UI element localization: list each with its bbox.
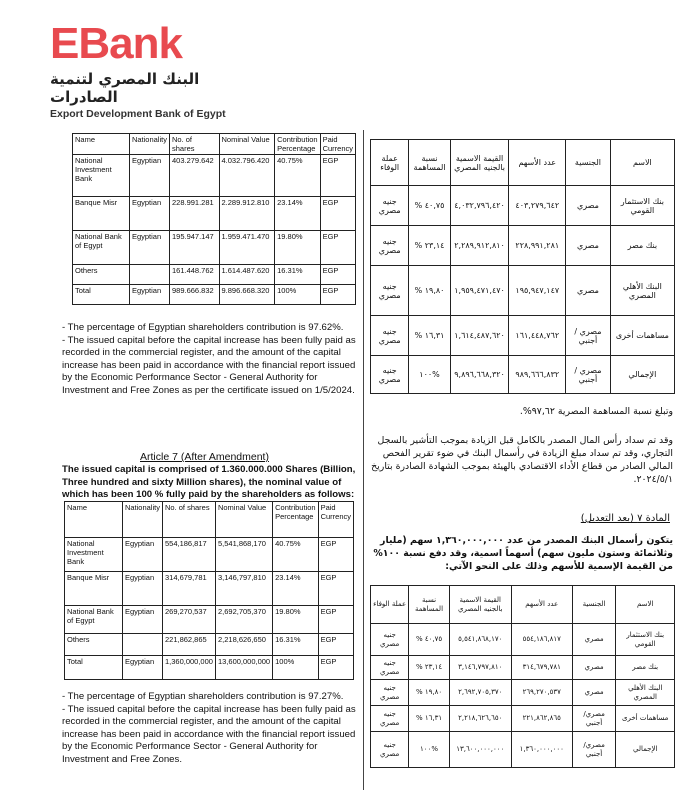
table-cell: National Investment Bank xyxy=(65,538,123,572)
header-cell: Paid Currency xyxy=(320,134,355,155)
table-cell: بنك الاستثمار القومي xyxy=(610,186,674,226)
table-cell: Banque Misr xyxy=(73,197,130,231)
header-cell: Nationality xyxy=(122,502,162,538)
table-cell: Egyptian xyxy=(122,572,162,606)
header-cell: Nominal Value xyxy=(219,134,275,155)
header-cell: نسبة المساهمة xyxy=(409,586,449,624)
arabic-shareholders-table-before xyxy=(370,139,675,394)
table-cell: ٢٦٩,٢٧٠,٥٣٧ xyxy=(511,680,572,706)
table-cell: Egyptian xyxy=(122,606,162,634)
table-row xyxy=(65,606,354,634)
table-cell: ١٦,٣١ % xyxy=(409,706,449,732)
contribution-note-after: - The percentage of Egyptian shareholders contribution is 97.27%. - The issued capital before the capital increase has been fully paid as recorded in the commercial register, and the amount of the capital increase has been paid in accordance with the financial report issued by the Economic Performance Sector - General Authority for Investment and Free Zones. xyxy=(62,691,356,765)
table-cell: جنيه مصري xyxy=(371,732,409,768)
table-cell: مصري xyxy=(572,680,616,706)
table-row xyxy=(371,226,675,266)
table-cell: مصري/ أجنبي xyxy=(572,732,616,768)
table-cell: EGP xyxy=(318,634,353,656)
table-cell: ٢,٢٨٩,٩١٢,٨١٠ xyxy=(450,226,509,266)
table-cell: مصري xyxy=(572,624,616,656)
table-cell: ٩٨٩,٦٦٦,٨٣٢ xyxy=(509,356,566,394)
table-cell: Egyptian xyxy=(129,155,169,197)
table-cell: بنك مصر xyxy=(616,656,675,680)
table-cell: EGP xyxy=(318,656,353,680)
table-cell: ٤,٠٣٢,٧٩٦,٤٢٠ xyxy=(450,186,509,226)
table-cell: 1,360,000,000 xyxy=(162,656,215,680)
logo-english-name: Export Development Bank of Egypt xyxy=(50,108,226,120)
table-cell: 989.666.832 xyxy=(169,285,219,305)
table-header-row xyxy=(371,140,675,186)
table-cell: ١٩,٨٠ % xyxy=(409,266,450,316)
table-cell: جنيه مصري xyxy=(371,656,409,680)
table-cell: ١٩,٨٠ % xyxy=(409,680,449,706)
table-cell: 269,270,537 xyxy=(162,606,215,634)
table-cell: الإجمالي xyxy=(610,356,674,394)
table-cell: Egyptian xyxy=(122,656,162,680)
table-cell: جنيه مصري xyxy=(371,624,409,656)
table-cell: 19.80% xyxy=(273,606,318,634)
table-cell: Egyptian xyxy=(122,538,162,572)
shareholders-table-before xyxy=(72,133,356,305)
table-cell: مساهمات أخرى xyxy=(616,706,675,732)
table-cell: 554,186,817 xyxy=(162,538,215,572)
table-cell: 1.959.471.470 xyxy=(219,231,275,265)
table-cell: ١,٦١٤,٤٨٧,٦٢٠ xyxy=(450,316,509,356)
table-cell: EGP xyxy=(320,231,355,265)
logo-mark: EBank xyxy=(50,19,182,68)
table-cell: Others xyxy=(73,265,130,285)
header-cell: Name xyxy=(73,134,130,155)
table-cell: National Bank of Egypt xyxy=(65,606,123,634)
header-cell: الاسم xyxy=(610,140,674,186)
header-cell: No. of shares xyxy=(162,502,215,538)
header-cell: نسبة المساهمة xyxy=(409,140,450,186)
table-cell: ٤٠٣,٢٧٩,٦٤٢ xyxy=(509,186,566,226)
table-cell: 9.896.668.320 xyxy=(219,285,275,305)
table-row xyxy=(65,656,354,680)
table-cell xyxy=(122,634,162,656)
table-row xyxy=(73,197,356,231)
table-row xyxy=(371,706,675,732)
table-cell: Egyptian xyxy=(129,231,169,265)
table-cell: مصري xyxy=(566,226,611,266)
table-cell: EGP xyxy=(318,572,353,606)
header-cell: الجنسية xyxy=(566,140,611,186)
table-cell: ١٣,٦٠٠,٠٠٠,٠٠٠ xyxy=(449,732,511,768)
table-cell: Egyptian xyxy=(129,197,169,231)
table-cell: 100% xyxy=(275,285,320,305)
table-cell: ٢٣,١٤ % xyxy=(409,656,449,680)
arabic-contribution-note: وتبلغ نسبة المساهمة المصرية ٩٧,٦٢%. xyxy=(519,406,673,417)
table-cell: جنيه مصري xyxy=(371,316,409,356)
table-cell: Others xyxy=(65,634,123,656)
table-cell: 40.75% xyxy=(273,538,318,572)
table-cell: البنك الأهلي المصري xyxy=(616,680,675,706)
table-cell: ١٦١,٤٤٨,٧٦٢ xyxy=(509,316,566,356)
table-cell: ٩,٨٩٦,٦٦٨,٣٢٠ xyxy=(450,356,509,394)
table-cell: 23.14% xyxy=(273,572,318,606)
table-cell: Egyptian xyxy=(129,285,169,305)
table-cell: ٣١٤,٦٧٩,٧٨١ xyxy=(511,656,572,680)
table-cell: مصري xyxy=(566,186,611,226)
table-row xyxy=(371,656,675,680)
logo-arabic-name: البنك المصري لتنمية الصادرات xyxy=(50,70,200,106)
table-cell: البنك الأهلي المصري xyxy=(610,266,674,316)
table-cell: مصري /أجنبي xyxy=(566,316,611,356)
arabic-article-7-body: يتكون رأسمال البنك المصدر من عدد ١,٣٦٠,٠٠٠,٠٠٠ سهم (مليار وثلاثمائة وستون مليون سهم) أسهماً اسمية، وقد دفع نسبة ١٠٠% من القيمة الإسمية للأسهم وذلك على النحو الآتي: xyxy=(373,535,673,572)
table-cell: EGP xyxy=(320,197,355,231)
table-cell: 314,679,781 xyxy=(162,572,215,606)
table-cell: جنيه مصري xyxy=(371,680,409,706)
header-cell: الجنسية xyxy=(572,586,616,624)
table-cell: بنك الاستثمار القومي xyxy=(616,624,675,656)
table-cell: 161.448.762 xyxy=(169,265,219,285)
table-row xyxy=(65,572,354,606)
table-cell: ٢٢٨,٩٩١,٢٨١ xyxy=(509,226,566,266)
table-cell: 2.289.912.810 xyxy=(219,197,275,231)
table-cell: جنيه مصري xyxy=(371,266,409,316)
table-cell: 403.279.642 xyxy=(169,155,219,197)
table-row xyxy=(73,285,356,305)
table-cell: ٢,٢١٨,٦٢٦,٦٥٠ xyxy=(449,706,511,732)
table-cell: EGP xyxy=(320,265,355,285)
table-cell: EGP xyxy=(320,285,355,305)
header-cell: عملة الوفاء xyxy=(371,140,409,186)
header-cell: Name xyxy=(65,502,123,538)
table-cell: EGP xyxy=(318,606,353,634)
table-cell: الإجمالي xyxy=(616,732,675,768)
table-cell: ٢٢١,٨٦٢,٨٦٥ xyxy=(511,706,572,732)
table-cell: 23.14% xyxy=(275,197,320,231)
table-cell: Banque Misr xyxy=(65,572,123,606)
table-cell: مصري /أجنبي xyxy=(566,356,611,394)
table-cell: National Bank of Egypt xyxy=(73,231,130,265)
table-cell: 16.31% xyxy=(273,634,318,656)
table-cell: ١,٩٥٩,٤٧١,٤٧٠ xyxy=(450,266,509,316)
table-row xyxy=(371,356,675,394)
header-cell: الاسم xyxy=(616,586,675,624)
table-cell: 13,600,000,000 xyxy=(215,656,272,680)
table-cell: 221,862,865 xyxy=(162,634,215,656)
table-cell: مصري/ أجنبي xyxy=(572,706,616,732)
table-cell: مصري xyxy=(566,266,611,316)
article-7-heading: Article 7 (After Amendment) xyxy=(140,451,269,463)
table-row xyxy=(371,732,675,768)
table-cell xyxy=(129,265,169,285)
header-cell: No. of shares xyxy=(169,134,219,155)
table-cell: ٢٣,١٤ % xyxy=(409,226,450,266)
table-row xyxy=(371,266,675,316)
table-row xyxy=(73,231,356,265)
table-cell: 16.31% xyxy=(275,265,320,285)
table-cell: 2,692,705,370 xyxy=(215,606,272,634)
bank-logo xyxy=(50,19,250,120)
column-divider xyxy=(363,130,364,790)
header-cell: Paid Currency xyxy=(318,502,353,538)
table-cell: ٥,٥٤١,٨٦٨,١٧٠ xyxy=(449,624,511,656)
table-header-row xyxy=(371,586,675,624)
header-cell: عدد الأسهم xyxy=(511,586,572,624)
table-row xyxy=(371,624,675,656)
header-cell: القيمة الاسمية بالجنيه المصري xyxy=(450,140,509,186)
table-cell: جنيه مصري xyxy=(371,226,409,266)
table-cell: 1.614.487.620 xyxy=(219,265,275,285)
header-cell: القيمة الاسمية بالجنيه المصري xyxy=(449,586,511,624)
table-row xyxy=(65,538,354,572)
table-cell: Total xyxy=(65,656,123,680)
table-cell: ١,٣٦٠,٠٠٠,٠٠٠ xyxy=(511,732,572,768)
table-cell: National Investment Bank xyxy=(73,155,130,197)
table-cell: ١٦,٣١ % xyxy=(409,316,450,356)
table-cell: 19.80% xyxy=(275,231,320,265)
header-cell: Nominal Value xyxy=(215,502,272,538)
shareholders-table-after xyxy=(64,501,354,680)
contribution-note-before: - The percentage of Egyptian shareholders contribution is 97.62%. - The issued capital before the capital increase has been fully paid as recorded in the commercial register, and the amount of the capital increase has been paid in accordance with the financial report issued by the Economic Performance Sector - General Authority for Investment and Free Zones as per the certificate issued on 1/5/2024. xyxy=(62,322,356,396)
table-cell: 4.032.796.420 xyxy=(219,155,275,197)
table-cell: مساهمات أخرى xyxy=(610,316,674,356)
table-row xyxy=(371,680,675,706)
table-cell: جنيه مصري xyxy=(371,356,409,394)
header-cell: Contribution Percentage xyxy=(273,502,318,538)
table-row xyxy=(65,634,354,656)
table-cell: مصري xyxy=(572,656,616,680)
table-row xyxy=(73,265,356,285)
table-cell: 100% xyxy=(273,656,318,680)
header-cell: Nationality xyxy=(129,134,169,155)
table-cell: Total xyxy=(73,285,130,305)
table-cell: %١٠٠ xyxy=(409,732,449,768)
table-cell: %١٠٠ xyxy=(409,356,450,394)
table-cell: 40.75% xyxy=(275,155,320,197)
table-row xyxy=(371,316,675,356)
header-cell: عملة الوفاء xyxy=(371,586,409,624)
table-cell: ٣,١٤٦,٧٩٧,٨١٠ xyxy=(449,656,511,680)
table-cell: 5,541,868,170 xyxy=(215,538,272,572)
table-cell: ٤٠,٧٥ % xyxy=(409,624,449,656)
table-cell: ٥٥٤,١٨٦,٨١٧ xyxy=(511,624,572,656)
table-cell: 2,218,626,650 xyxy=(215,634,272,656)
arabic-article-7-heading: المادة ٧ (بعد التعديل) xyxy=(580,513,670,524)
arabic-shareholders-table-after xyxy=(370,585,675,768)
header-cell: عدد الأسهم xyxy=(509,140,566,186)
table-cell: 195.947.147 xyxy=(169,231,219,265)
table-cell: 3,146,797,810 xyxy=(215,572,272,606)
table-header-row xyxy=(65,502,354,538)
table-cell: بنك مصر xyxy=(610,226,674,266)
table-row xyxy=(73,155,356,197)
table-row xyxy=(371,186,675,226)
table-header-row xyxy=(73,134,356,155)
arabic-capital-note: وقد تم سداد رأس المال المصدر بالكامل قبل الزيادة بموجب التأشير بالسجل التجاري، وقد تم سداد مبلغ الزيادة في رأسمال البنك في ضوء تقرير الفحص المالي الصادر من قطاع الأداء الاقتصادي بالهيئة بموجب الشهادة الصادرة بتاريخ ٢٠٢٤/٥/١. xyxy=(371,435,673,485)
header-cell: Contribution Percentage xyxy=(275,134,320,155)
table-cell: جنيه مصري xyxy=(371,706,409,732)
table-cell: EGP xyxy=(318,538,353,572)
table-cell: ١٩٥,٩٤٧,١٤٧ xyxy=(509,266,566,316)
table-cell: EGP xyxy=(320,155,355,197)
article-7-body: The issued capital is comprised of 1.360.000.000 Shares (Billion, Three hundred and sixty Million shares), the nominal value of which has been 100 % fully paid by the shareholders as follows: xyxy=(62,464,356,500)
table-cell: ٤٠,٧٥ % xyxy=(409,186,450,226)
table-cell: جنيه مصري xyxy=(371,186,409,226)
table-cell: ٢,٦٩٢,٧٠٥,٣٧٠ xyxy=(449,680,511,706)
table-cell: 228.991.281 xyxy=(169,197,219,231)
